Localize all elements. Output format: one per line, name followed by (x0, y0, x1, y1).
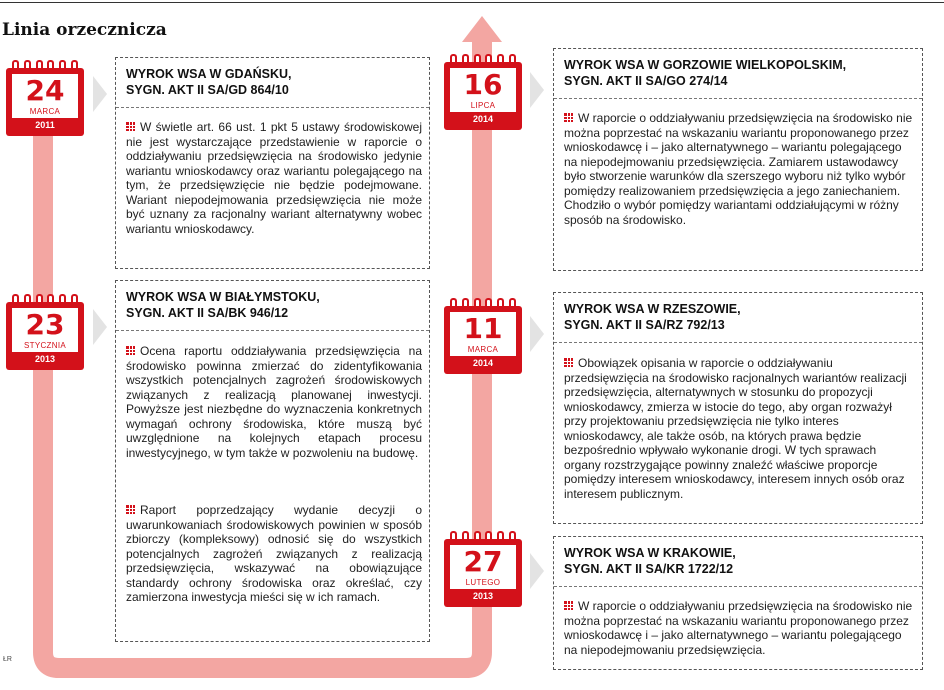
ruling-heading (564, 301, 914, 333)
calendar-date (6, 60, 84, 136)
case-number: SYGN. AKT II SA/RZ 792/13 (564, 318, 725, 332)
card-separator (116, 107, 429, 108)
ruling-heading (564, 57, 914, 89)
calendar-day: 27 (463, 545, 503, 578)
ruling-card (553, 292, 923, 524)
court-name: WYROK WSA W BIAŁYMSTOKU, (126, 290, 320, 304)
card-separator (116, 330, 429, 331)
bullet-icon (126, 346, 135, 355)
connector-arrow (93, 76, 107, 112)
connector-arrow (530, 553, 544, 589)
court-name: WYROK WSA W GORZOWIE WIELKOPOLSKIM, (564, 58, 847, 72)
bullet-icon (126, 505, 135, 514)
bullet-icon (564, 113, 573, 122)
ruling-text: W świetle art. 66 ust. 1 pkt 5 ustawy środowiskowej nie jest wystarczające przedstawienie w raporcie o oddziaływaniu przedsięwzięcia na środowisko jedynie wariantu wnioskodawcy oraz wariantu polegającego na tym, że przedsięwzięcie nie będzie podejmowane. Wariant niepodejmowania przedsięwzięcia nie może być uznany za racjonalny wariant alternatywny wobec wariantu wnioskodawcy. (126, 120, 422, 236)
calendar-body (444, 539, 522, 607)
ruling-text: Ocena raportu oddziaływania przedsięwzięcia na środowisko powinna zmierzać do zidentyfikowania wszystkich potencjalnych zagrożeń środowiskowych związanych z realizacją planowanej inwestycji. Powyższe jest niezbędne do wyznaczenia konkretnych wymagań ochrony środowiska, które muszą być uwzględnione na kolejnych etapach procesu inwestycyjnego, w tym także w pozwoleniu na budowę. (126, 344, 422, 460)
calendar-day: 11 (463, 312, 503, 345)
ruling-heading (126, 289, 421, 321)
ruling-text: W raporcie o oddziaływaniu przedsięwzięcia na środowisko nie można poprzestać na wskazaniu wariantu proponowanego przez wnioskodawcę i – jako alternatywnego – wariantu polegającego na niepodejmowaniu przedsięwzięcia. (564, 599, 913, 657)
timeline-arrowhead (462, 16, 502, 42)
calendar-body (444, 62, 522, 130)
calendar-body (6, 68, 84, 136)
ruling-text: Raport poprzedzający wydanie decyzji o uwarunkowaniach środowiskowych powinien w sposób zbiorczy (kompleksowy) odnosić się do wszystkich potencjalnych zagrożeń związanych z realizacją przedsięwzięcia, wskazywać na obowiązujące standardy ochrony środowiska oraz określać, czy zamierzona inwestycja mieści się w ich ramach. (126, 503, 422, 604)
calendar-day: 24 (25, 74, 65, 107)
court-name: WYROK WSA W KRAKOWIE, (564, 546, 736, 560)
bullet-icon (126, 122, 135, 131)
calendar-year: 2014 (472, 114, 494, 124)
card-separator (554, 98, 922, 99)
calendar-body (6, 302, 84, 370)
calendar-body (444, 306, 522, 374)
calendar-month: MARCA (467, 345, 499, 354)
calendar-day: 23 (25, 308, 65, 341)
author-credit: ŁR (3, 656, 12, 663)
ruling-card (553, 536, 923, 670)
calendar-year: 2013 (472, 591, 494, 601)
card-separator (554, 586, 922, 587)
calendar-date (6, 294, 84, 370)
court-name: WYROK WSA W RZESZOWIE, (564, 302, 741, 316)
calendar-date (444, 298, 522, 374)
connector-arrow (530, 72, 544, 108)
court-name: WYROK WSA W GDAŃSKU, (126, 67, 292, 81)
calendar-month: MARCA (29, 107, 61, 116)
calendar-day: 16 (463, 68, 503, 101)
calendar-date (444, 54, 522, 130)
connector-arrow (530, 316, 544, 352)
case-number: SYGN. AKT II SA/BK 946/12 (126, 306, 289, 320)
calendar-year: 2011 (35, 120, 55, 130)
ruling-card (115, 280, 430, 642)
calendar-month: LIPCA (470, 101, 496, 110)
calendar-month: STYCZNIA (24, 341, 66, 350)
bullet-icon (564, 358, 573, 367)
connector-arrow (93, 309, 107, 345)
calendar-year: 2013 (34, 354, 56, 364)
case-number: SYGN. AKT II SA/GO 274/14 (564, 74, 728, 88)
calendar-year: 2014 (472, 358, 494, 368)
page-title: Linia orzecznicza (2, 20, 167, 40)
calendar-date (444, 531, 522, 607)
calendar-month: LUTEGO (465, 578, 501, 587)
ruling-text: W raporcie o oddziaływaniu przedsięwzięcia na środowisko nie można poprzestać na wskazaniu wariantu proponowanego przez wnioskodawcę i – jako alternatywnego – wariantu polegającego na niepodejmowaniu przedsięwzięcia. Zamiarem ustawodawcy było stworzenie warunków dla szerszego wyboru niż tylko wybór pomiędzy realizowaniem przedsięwzięcia a jego zaniechaniem. Chodziło o wybór pomiędzy wariantami oddziałującymi w różny sposób na środowisko. (564, 111, 913, 227)
case-number: SYGN. AKT II SA/GD 864/10 (126, 83, 289, 97)
ruling-card (553, 48, 923, 271)
ruling-heading (564, 545, 914, 577)
ruling-card (115, 57, 430, 269)
card-separator (554, 342, 922, 343)
case-number: SYGN. AKT II SA/KR 1722/12 (564, 562, 734, 576)
ruling-heading (126, 66, 421, 98)
ruling-text: Obowiązek opisania w raporcie o oddziaływaniu przedsięwzięcia na środowisko racjonalnych wariantów realizacji przedsięwzięcia, alternatywnych w stosunku do propozycji wnioskodawcy, zmierza w istocie do tego, aby organ rozważył przy projektowaniu przedsięwzięcia nie tylko interes wnioskodawcy, ale także osób, na których prawa będzie bezpośrednio wpływało wykonanie drogi. W tych sprawach organy rozstrzygające powinny znaleźć właściwe proporcje pomiędzy interesem wnioskodawcy, interesem innych osób oraz interesem publicznym. (564, 356, 907, 501)
bullet-icon (564, 601, 573, 610)
